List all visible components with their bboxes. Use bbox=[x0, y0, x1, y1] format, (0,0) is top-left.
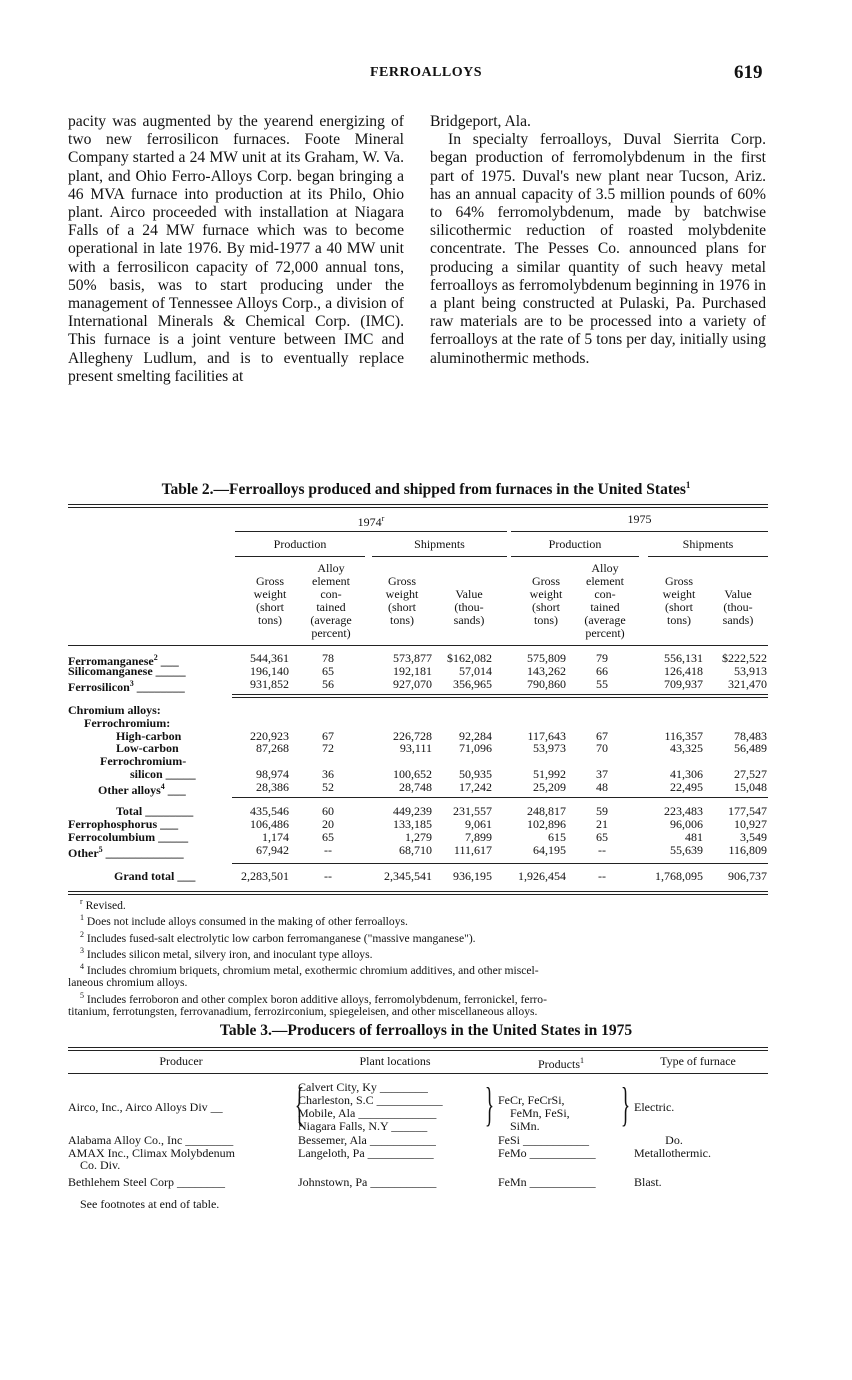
plant-location: Bessemer, Ala ___________ bbox=[298, 1133, 436, 1147]
column-header-line: weight bbox=[529, 587, 563, 601]
table-cell: 1,279 bbox=[405, 830, 432, 844]
table-cell: -- bbox=[598, 843, 606, 857]
table-cell: 57,014 bbox=[459, 664, 492, 678]
footnote: $^3$ Includes silicon metal, silvery iron, and inoculant type alloys. bbox=[80, 945, 373, 961]
table-cell: 43,325 bbox=[670, 741, 703, 755]
column-header-line: (average bbox=[310, 613, 352, 627]
paragraph: Bridgeport, Ala. bbox=[430, 113, 531, 130]
table-cell: 92,284 bbox=[459, 729, 492, 743]
column-header-line: Gross bbox=[664, 574, 693, 588]
plant-location: Mobile, Ala _____________ bbox=[298, 1106, 437, 1120]
table-cell: 67 bbox=[322, 729, 334, 743]
table-cell: 196,140 bbox=[250, 664, 289, 678]
table-cell: 56,489 bbox=[734, 741, 767, 755]
table-cell: 1,926,454 bbox=[518, 869, 566, 883]
table-cell: 575,809 bbox=[527, 651, 566, 665]
column-header-line: con- bbox=[320, 587, 342, 601]
footnote: $^r$ Revised. bbox=[80, 897, 126, 912]
table-cell: 37 bbox=[596, 767, 608, 781]
text-column-right bbox=[430, 113, 766, 368]
row-label: Other alloys$^4$ ___ bbox=[98, 782, 186, 797]
table-cell: 87,268 bbox=[256, 741, 289, 755]
table-cell: 78,483 bbox=[734, 729, 767, 743]
column-header-line: Gross bbox=[531, 574, 560, 588]
table-cell: 133,185 bbox=[393, 817, 432, 831]
brace-right: } bbox=[484, 1078, 495, 1131]
table-cell: 79 bbox=[596, 651, 608, 665]
paragraph: pacity was augmented by the yearend energizing of two new ferrosilicon furnaces. Foote Mineral Company started a 24 MW unit at its Graham, W. Va. plant, and Ohio Ferro-Alloys Corp. began bringing a 46 MVA furnace into production at its Philo, Ohio plant. Airco proceeded with installation at Niagara Falls of a 24 MW furnace which was to become operational in late 1976. By mid-1977 a 40 MW unit with a ferrosilicon capacity of 72,000 annual tons, 50% basis, was to start producing under the management of Tennessee Alloys Corp., a division of International Minerals & Chemical Corp. (IMC). This furnace is a joint venture between IMC and Allegheny Ludlum, and is to eventually replace present smelting facilities at bbox=[68, 113, 404, 385]
table-cell: 17,242 bbox=[459, 780, 492, 794]
column-header-line: (short bbox=[388, 600, 416, 614]
table-cell: 111,617 bbox=[453, 843, 492, 857]
table-cell: 21 bbox=[596, 817, 608, 831]
producer-bethlehem: Bethlehem Steel Corp ________ bbox=[68, 1175, 225, 1189]
column-header-line: Alloy bbox=[317, 561, 345, 575]
row-label: silicon _____ bbox=[130, 767, 196, 781]
table-cell: 25,209 bbox=[533, 780, 566, 794]
page-number: 619 bbox=[734, 62, 763, 83]
footnote: $^4$ Includes chromium briquets, chromium metal, exothermic chromium additives, and other miscel- bbox=[80, 962, 539, 977]
column-header-line: con- bbox=[594, 587, 616, 601]
brace-left: { bbox=[294, 1078, 305, 1131]
table-cell: 100,652 bbox=[393, 767, 432, 781]
table-cell: 67,942 bbox=[256, 843, 289, 857]
table-cell: 223,483 bbox=[664, 804, 703, 818]
table-cell: 78 bbox=[322, 651, 334, 665]
shipments-header: Shipments bbox=[414, 537, 465, 551]
table-cell: 102,896 bbox=[527, 817, 566, 831]
column-header-line: Alloy bbox=[591, 561, 619, 575]
table-cell: 52 bbox=[322, 780, 334, 794]
table-cell: 449,239 bbox=[393, 804, 432, 818]
table-cell: -- bbox=[324, 869, 332, 883]
table-cell: 67 bbox=[596, 729, 608, 743]
column-header-line: (short bbox=[532, 600, 560, 614]
table-cell: -- bbox=[324, 843, 332, 857]
table-cell: 7,899 bbox=[465, 830, 492, 844]
table-cell: 117,643 bbox=[527, 729, 566, 743]
table-cell: $162,082 bbox=[447, 651, 492, 665]
row-label: Ferrophosphorus ___ bbox=[68, 817, 179, 831]
column-header-line: (average bbox=[584, 613, 626, 627]
column-header-line: tons) bbox=[534, 613, 558, 627]
row-label: Ferromanganese$^2$ ___ bbox=[68, 653, 179, 668]
production-header: Production bbox=[548, 537, 602, 551]
furnace-type: Metallothermic. bbox=[634, 1146, 711, 1160]
table-cell: 248,817 bbox=[527, 804, 566, 818]
row-label: Total ________ bbox=[116, 804, 194, 818]
table-cell: 28,386 bbox=[256, 780, 289, 794]
production-header: Production bbox=[273, 537, 327, 551]
table-cell: 2,283,501 bbox=[241, 869, 289, 883]
column-header-line: percent) bbox=[585, 626, 625, 640]
products: FeMo ___________ bbox=[498, 1146, 596, 1160]
table-rule bbox=[235, 556, 365, 557]
producer-amax: AMAX Inc., Climax Molybdenum bbox=[68, 1146, 235, 1160]
column-header-line: Gross bbox=[387, 574, 416, 588]
col-products: Products$^1$ bbox=[538, 1056, 584, 1071]
col-producer: Producer bbox=[159, 1054, 203, 1068]
table-rule bbox=[511, 531, 768, 532]
table3-title: Table 3.—Producers of ferroalloys in the United States in 1975 bbox=[219, 1022, 633, 1039]
table-cell: 231,557 bbox=[453, 804, 492, 818]
table-cell: $222,522 bbox=[722, 651, 767, 665]
producer-airco: Airco, Inc., Airco Alloys Div __ bbox=[68, 1100, 223, 1114]
table-cell: 1,768,095 bbox=[655, 869, 703, 883]
shipments-header: Shipments bbox=[682, 537, 734, 551]
table-cell: 93,111 bbox=[399, 741, 432, 755]
plant-location: Calvert City, Ky ________ bbox=[298, 1080, 428, 1094]
table-cell: 544,361 bbox=[250, 651, 289, 665]
table-cell: 709,937 bbox=[664, 677, 703, 691]
table2-footnotes bbox=[68, 896, 768, 1018]
table-cell: 66 bbox=[596, 664, 608, 678]
table-rule bbox=[68, 891, 768, 895]
column-header-line: (short bbox=[256, 600, 284, 614]
table-rule bbox=[372, 556, 507, 557]
row-label: Ferrochromium- bbox=[100, 754, 187, 768]
table-cell: 927,070 bbox=[393, 677, 432, 691]
row-label: Ferrosilicon$^3$ ________ bbox=[68, 679, 185, 694]
column-header-line: Value bbox=[724, 587, 752, 601]
table-cell: 28,748 bbox=[399, 780, 432, 794]
table-cell: 98,974 bbox=[256, 767, 289, 781]
table-cell: 15,048 bbox=[734, 780, 767, 794]
table-cell: 71,096 bbox=[459, 741, 492, 755]
products: FeCr, FeCrSi, bbox=[498, 1093, 565, 1107]
table-cell: 10,927 bbox=[734, 817, 767, 831]
products: FeMn ___________ bbox=[498, 1175, 596, 1189]
table-cell: 68,710 bbox=[399, 843, 432, 857]
table-cell: 53,913 bbox=[734, 664, 767, 678]
plant-location: Johnstown, Pa ___________ bbox=[298, 1175, 437, 1189]
column-header-line: percent) bbox=[311, 626, 351, 640]
table-cell: 177,547 bbox=[728, 804, 767, 818]
table-cell: 64,195 bbox=[533, 843, 566, 857]
table-cell: 790,860 bbox=[527, 677, 566, 691]
column-header-line: element bbox=[586, 574, 624, 588]
table-cell: 192,181 bbox=[393, 664, 432, 678]
table-cell: 65 bbox=[596, 830, 608, 844]
table-rule bbox=[232, 694, 768, 695]
column-header-line: tons) bbox=[390, 613, 414, 627]
table-cell: 116,809 bbox=[728, 843, 767, 857]
column-header-line: element bbox=[312, 574, 350, 588]
row-label: Ferrochromium: bbox=[84, 716, 171, 730]
table-cell: 55 bbox=[596, 677, 608, 691]
table-cell: 70 bbox=[596, 741, 608, 755]
plant-location: Niagara Falls, N.Y ______ bbox=[298, 1119, 428, 1133]
table-cell: 931,852 bbox=[250, 677, 289, 691]
table-rule bbox=[68, 1047, 768, 1051]
row-label: Grand total ___ bbox=[114, 869, 196, 883]
table-cell: 36 bbox=[322, 767, 334, 781]
table-cell: 116,357 bbox=[664, 729, 703, 743]
column-header-line: tained bbox=[590, 600, 620, 614]
furnace-type: Do. bbox=[665, 1133, 683, 1147]
table-cell: 9,061 bbox=[465, 817, 492, 831]
products: SiMn. bbox=[510, 1119, 540, 1133]
table-cell: 1,174 bbox=[262, 830, 289, 844]
brace-right: } bbox=[620, 1078, 631, 1131]
column-header-line: (short bbox=[665, 600, 693, 614]
column-header-line: tons) bbox=[667, 613, 691, 627]
col-furnace: Type of furnace bbox=[660, 1054, 736, 1068]
footnote: titanium, ferrotungsten, ferrovanadium, ferrozirconium, spiegeleisen, and other miscellaneous alloys. bbox=[68, 1005, 538, 1018]
column-header-line: tons) bbox=[258, 613, 282, 627]
producer-amax-div: Co. Div. bbox=[80, 1158, 121, 1172]
col-plant: Plant locations bbox=[359, 1054, 431, 1068]
row-label: Ferrocolumbium _____ bbox=[68, 830, 189, 844]
row-label: Other$^5$ _____________ bbox=[68, 845, 184, 860]
table-cell: 481 bbox=[685, 830, 703, 844]
row-label: Low-carbon bbox=[116, 741, 179, 755]
plant-location: Charleston, S.C ___________ bbox=[298, 1093, 443, 1107]
row-label: Chromium alloys: bbox=[68, 703, 161, 717]
year-1975: 1975 bbox=[627, 512, 652, 526]
furnace-type: Electric. bbox=[634, 1100, 675, 1114]
table-cell: 51,992 bbox=[533, 767, 566, 781]
table-cell: 3,549 bbox=[740, 830, 767, 844]
table-rule bbox=[648, 556, 768, 557]
table-cell: 27,527 bbox=[734, 767, 767, 781]
table-cell: 906,737 bbox=[728, 869, 767, 883]
products: FeMn, FeSi, bbox=[510, 1106, 570, 1120]
table-cell: 573,877 bbox=[393, 651, 432, 665]
table-rule bbox=[68, 1073, 768, 1074]
footnote: $^2$ Includes fused-salt electrolytic low carbon ferromanganese ("massive manganese"). bbox=[80, 929, 476, 945]
column-header-line: weight bbox=[253, 587, 287, 601]
footnote: $^1$ Does not include alloys consumed in the making of other ferroalloys. bbox=[80, 913, 408, 929]
footnote: laneous chromium alloys. bbox=[68, 976, 188, 990]
table-cell: 2,345,541 bbox=[384, 869, 432, 883]
column-header-line: (thou- bbox=[723, 600, 753, 614]
table-rule bbox=[232, 797, 768, 798]
table-cell: 72 bbox=[322, 741, 334, 755]
table-rule bbox=[232, 697, 768, 698]
table-cell: 936,195 bbox=[453, 869, 492, 883]
table-cell: 126,418 bbox=[664, 664, 703, 678]
paragraph: In specialty ferroalloys, Duval Sierrita Corp. began production of ferromolybdenum in the first part of 1975. Duval's new plant near Tucson, Ariz. has an annual capacity of 3.5 million pounds of 60% to 64% ferromolybdenum, made by batchwise silicothermic reduction of roasted molybdenite concentrate. The Pesses Co. announced plans for producing a similar quantity of such heavy metal ferroalloys as ferromolybdenum beginning in 1976 in a plant being constructed at Pulaski, Pa. Purchased raw materials are to be processed into a variety of ferroalloys at the rate of 5 tons per day, initially using aluminothermic methods. bbox=[430, 131, 766, 367]
column-header-line: (thou- bbox=[454, 600, 484, 614]
table3-note: See footnotes at end of table. bbox=[80, 1197, 220, 1211]
running-head-title: FERROALLOYS bbox=[369, 65, 483, 80]
table-rule bbox=[68, 645, 768, 646]
table-cell: 226,728 bbox=[393, 729, 432, 743]
table-cell: 435,546 bbox=[250, 804, 289, 818]
column-header-line: sands) bbox=[453, 613, 485, 627]
table-cell: 106,486 bbox=[250, 817, 289, 831]
row-label: Silicomanganese _____ bbox=[68, 664, 186, 678]
table-cell: 20 bbox=[322, 817, 334, 831]
table-cell: 65 bbox=[322, 664, 334, 678]
year-1974: 1974$^r$ bbox=[357, 514, 385, 529]
table-cell: 143,262 bbox=[527, 664, 566, 678]
table-cell: 22,495 bbox=[670, 780, 703, 794]
table-rule bbox=[68, 504, 768, 508]
column-header-line: Value bbox=[455, 587, 483, 601]
table-rule bbox=[511, 556, 639, 557]
table2-title: Table 2.—Ferroalloys produced and shipped from furnaces in the United States$^1$ bbox=[161, 480, 691, 499]
table-cell: 321,470 bbox=[728, 677, 767, 691]
column-header-line: tained bbox=[316, 600, 346, 614]
table-rule bbox=[232, 863, 768, 864]
table-cell: 556,131 bbox=[664, 651, 703, 665]
table-cell: 615 bbox=[548, 830, 566, 844]
table-cell: 96,006 bbox=[670, 817, 703, 831]
table-cell: 55,639 bbox=[670, 843, 703, 857]
table-cell: -- bbox=[598, 869, 606, 883]
table-cell: 60 bbox=[322, 804, 334, 818]
table-cell: 53,973 bbox=[533, 741, 566, 755]
table-cell: 65 bbox=[322, 830, 334, 844]
table-cell: 59 bbox=[596, 804, 608, 818]
table-cell: 50,935 bbox=[459, 767, 492, 781]
table-rule bbox=[235, 531, 507, 532]
column-header-line: weight bbox=[662, 587, 696, 601]
products: FeSi ___________ bbox=[498, 1133, 590, 1147]
table-cell: 48 bbox=[596, 780, 608, 794]
table-cell: 220,923 bbox=[250, 729, 289, 743]
table-cell: 356,965 bbox=[453, 677, 492, 691]
table-cell: 41,306 bbox=[670, 767, 703, 781]
table-cell: 56 bbox=[322, 677, 334, 691]
column-header-line: Gross bbox=[255, 574, 284, 588]
footnote: $^5$ Includes ferroboron and other complex boron additive alloys, ferromolybdenum, ferronickel, ferro- bbox=[80, 990, 547, 1006]
column-header-line: sands) bbox=[722, 613, 754, 627]
plant-location: Langeloth, Pa ___________ bbox=[298, 1146, 434, 1160]
row-label: High-carbon bbox=[116, 729, 182, 743]
producer-alabama: Alabama Alloy Co., Inc ________ bbox=[68, 1133, 234, 1147]
text-column-left bbox=[68, 113, 404, 386]
furnace-type: Blast. bbox=[634, 1175, 662, 1189]
column-header-line: weight bbox=[385, 587, 419, 601]
